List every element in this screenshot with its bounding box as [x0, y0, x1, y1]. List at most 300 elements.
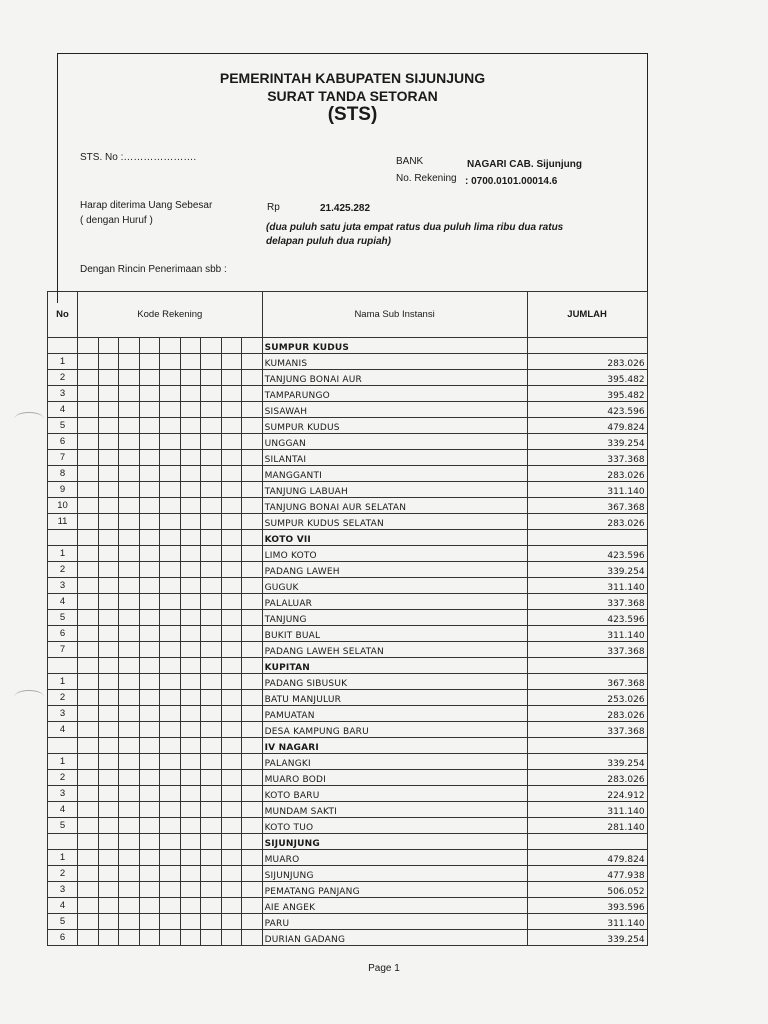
- kode-rekening-cell: [180, 562, 201, 578]
- kode-rekening-cell: [221, 514, 242, 530]
- table-row: [48, 626, 648, 642]
- kode-rekening-cell: [119, 354, 140, 370]
- kode-rekening-cell: [221, 370, 242, 386]
- kode-rekening-cell: [98, 626, 119, 642]
- table-row: [48, 594, 648, 610]
- sub-instansi-name: AIE ANGEK: [262, 898, 527, 914]
- kode-rekening-cell: [201, 690, 222, 706]
- kode-rekening-cell: [242, 418, 263, 434]
- kode-rekening-cell: [98, 386, 119, 402]
- jumlah-value: 311.140: [527, 802, 647, 818]
- kode-rekening-cell: [160, 866, 181, 882]
- kode-rekening-cell: [160, 674, 181, 690]
- kode-rekening-cell: [180, 722, 201, 738]
- row-number: 7: [48, 642, 78, 658]
- jumlah-value: 477.938: [527, 866, 647, 882]
- kode-rekening-cell: [78, 850, 99, 866]
- jumlah-value: 339.254: [527, 562, 647, 578]
- kode-rekening-cell: [160, 514, 181, 530]
- kode-rekening-cell: [201, 642, 222, 658]
- kode-rekening-cell: [201, 626, 222, 642]
- kode-rekening-cell: [98, 770, 119, 786]
- sub-instansi-name: SUMPUR KUDUS: [262, 418, 527, 434]
- kode-rekening-cell: [119, 722, 140, 738]
- kode-rekening-cell: [221, 802, 242, 818]
- amount-value: 21.425.282: [320, 203, 371, 214]
- kode-rekening-cell: [221, 418, 242, 434]
- table-row: [48, 706, 648, 722]
- kode-rekening-cell: [242, 386, 263, 402]
- table-row: [48, 834, 648, 850]
- kode-rekening-cell: [98, 866, 119, 882]
- kode-rekening-cell: [119, 450, 140, 466]
- jumlah-value: 506.052: [527, 882, 647, 898]
- kode-rekening-cell: [242, 882, 263, 898]
- kode-rekening-cell: [180, 898, 201, 914]
- kode-rekening-cell: [242, 722, 263, 738]
- amount-words-line2: delapan puluh dua rupiah): [266, 236, 391, 247]
- kode-rekening-cell: [119, 658, 140, 674]
- kode-rekening-cell: [139, 530, 160, 546]
- kode-rekening-cell: [78, 770, 99, 786]
- kode-rekening-cell: [78, 690, 99, 706]
- kode-rekening-cell: [119, 850, 140, 866]
- sub-instansi-name: TANJUNG: [262, 610, 527, 626]
- kode-rekening-cell: [221, 546, 242, 562]
- kode-rekening-cell: [78, 338, 99, 354]
- kode-rekening-cell: [201, 594, 222, 610]
- kode-rekening-cell: [180, 418, 201, 434]
- col-nama-label: Nama Sub Instansi: [354, 309, 435, 320]
- table-row: [48, 514, 648, 530]
- kode-rekening-cell: [180, 882, 201, 898]
- kode-rekening-cell: [221, 690, 242, 706]
- kode-rekening-cell: [180, 690, 201, 706]
- kode-rekening-cell: [139, 674, 160, 690]
- kode-rekening-cell: [139, 514, 160, 530]
- table-row: [48, 786, 648, 802]
- row-number: 6: [48, 626, 78, 642]
- kode-rekening-cell: [180, 706, 201, 722]
- kode-rekening-cell: [242, 786, 263, 802]
- row-number: 5: [48, 914, 78, 930]
- row-number: 5: [48, 818, 78, 834]
- table-row: [48, 578, 648, 594]
- kode-rekening-cell: [98, 354, 119, 370]
- sub-instansi-name: SISAWAH: [262, 402, 527, 418]
- kode-rekening-cell: [139, 930, 160, 946]
- table-row: [48, 722, 648, 738]
- kode-rekening-cell: [98, 882, 119, 898]
- sub-instansi-name: TANJUNG LABUAH: [262, 482, 527, 498]
- kode-rekening-cell: [98, 754, 119, 770]
- kode-rekening-cell: [98, 818, 119, 834]
- kode-rekening-cell: [221, 658, 242, 674]
- kode-rekening-cell: [78, 482, 99, 498]
- kode-rekening-cell: [119, 626, 140, 642]
- kode-rekening-cell: [139, 546, 160, 562]
- bank-value: NAGARI CAB. Sijunjung: [467, 159, 582, 170]
- kode-rekening-cell: [180, 482, 201, 498]
- kode-rekening-cell: [139, 562, 160, 578]
- row-number: 8: [48, 466, 78, 482]
- kode-rekening-cell: [98, 594, 119, 610]
- row-number: [48, 834, 78, 850]
- kode-rekening-cell: [201, 514, 222, 530]
- kode-rekening-cell: [98, 466, 119, 482]
- sub-instansi-name: TANJUNG BONAI AUR: [262, 370, 527, 386]
- kode-rekening-cell: [98, 578, 119, 594]
- table-row: [48, 866, 648, 882]
- kode-rekening-cell: [201, 338, 222, 354]
- kode-rekening-cell: [160, 882, 181, 898]
- jumlah-value: [527, 658, 647, 674]
- kode-rekening-cell: [139, 482, 160, 498]
- kode-rekening-cell: [78, 498, 99, 514]
- kode-rekening-cell: [139, 850, 160, 866]
- kode-rekening-cell: [201, 738, 222, 754]
- sub-instansi-name: SIJUNJUNG: [262, 866, 527, 882]
- kode-rekening-cell: [201, 914, 222, 930]
- dengan-huruf-label: ( dengan Huruf ): [80, 215, 153, 226]
- kode-rekening-cell: [180, 466, 201, 482]
- kode-rekening-cell: [201, 386, 222, 402]
- kode-rekening-cell: [139, 354, 160, 370]
- kode-rekening-cell: [160, 738, 181, 754]
- kode-rekening-cell: [160, 434, 181, 450]
- kode-rekening-cell: [201, 402, 222, 418]
- kode-rekening-cell: [160, 370, 181, 386]
- kode-rekening-cell: [139, 402, 160, 418]
- kode-rekening-cell: [139, 754, 160, 770]
- kode-rekening-cell: [119, 770, 140, 786]
- kode-rekening-cell: [242, 402, 263, 418]
- sub-instansi-name: PADANG LAWEH SELATAN: [262, 642, 527, 658]
- table-row: [48, 754, 648, 770]
- kode-rekening-cell: [201, 866, 222, 882]
- kode-rekening-cell: [78, 738, 99, 754]
- table-row: [48, 546, 648, 562]
- table-row: [48, 914, 648, 930]
- table-row: [48, 690, 648, 706]
- kode-rekening-cell: [78, 898, 99, 914]
- kode-rekening-cell: [180, 850, 201, 866]
- kode-rekening-cell: [119, 610, 140, 626]
- table-row: [48, 434, 648, 450]
- row-number: 2: [48, 690, 78, 706]
- row-number: 5: [48, 610, 78, 626]
- kode-rekening-cell: [119, 498, 140, 514]
- kode-rekening-cell: [201, 578, 222, 594]
- kode-rekening-cell: [98, 674, 119, 690]
- kode-rekening-cell: [78, 914, 99, 930]
- header-line-3: (STS): [327, 104, 378, 125]
- sub-instansi-name: SUMPUR KUDUS SELATAN: [262, 514, 527, 530]
- jumlah-value: 395.482: [527, 386, 647, 402]
- kode-rekening-cell: [139, 338, 160, 354]
- kode-rekening-cell: [221, 866, 242, 882]
- jumlah-value: [527, 834, 647, 850]
- kode-rekening-cell: [221, 898, 242, 914]
- table-row: [48, 738, 648, 754]
- row-number: [48, 530, 78, 546]
- kode-rekening-cell: [78, 514, 99, 530]
- jumlah-value: 283.026: [527, 466, 647, 482]
- kode-rekening-cell: [119, 578, 140, 594]
- kode-rekening-cell: [78, 578, 99, 594]
- kode-rekening-cell: [201, 930, 222, 946]
- kode-rekening-cell: [119, 834, 140, 850]
- kode-rekening-cell: [139, 610, 160, 626]
- kode-rekening-cell: [119, 818, 140, 834]
- jumlah-value: 423.596: [527, 402, 647, 418]
- kode-rekening-cell: [119, 562, 140, 578]
- table-row: [48, 338, 648, 354]
- row-number: 11: [48, 514, 78, 530]
- sub-instansi-name: KOTO BARU: [262, 786, 527, 802]
- table-row: [48, 818, 648, 834]
- kode-rekening-cell: [98, 914, 119, 930]
- kode-rekening-cell: [160, 706, 181, 722]
- kode-rekening-cell: [119, 690, 140, 706]
- kode-rekening-cell: [139, 594, 160, 610]
- kode-rekening-cell: [201, 706, 222, 722]
- kode-rekening-cell: [98, 802, 119, 818]
- kode-rekening-cell: [139, 370, 160, 386]
- sub-instansi-name: SIJUNJUNG: [262, 834, 527, 850]
- kode-rekening-cell: [242, 674, 263, 690]
- jumlah-value: 283.026: [527, 706, 647, 722]
- table-row: [48, 370, 648, 386]
- row-number: 1: [48, 850, 78, 866]
- table-row: [48, 418, 648, 434]
- kode-rekening-cell: [221, 738, 242, 754]
- kode-rekening-cell: [78, 674, 99, 690]
- table-row: [48, 562, 648, 578]
- kode-rekening-cell: [119, 546, 140, 562]
- col-no-header: No: [48, 292, 78, 338]
- jumlah-value: 393.596: [527, 898, 647, 914]
- kode-rekening-cell: [78, 866, 99, 882]
- kode-rekening-cell: [78, 642, 99, 658]
- row-number: 1: [48, 674, 78, 690]
- table-row: [48, 402, 648, 418]
- kode-rekening-cell: [160, 594, 181, 610]
- kode-rekening-cell: [180, 834, 201, 850]
- kode-rekening-cell: [98, 546, 119, 562]
- kode-rekening-cell: [180, 626, 201, 642]
- sub-instansi-name: MANGGANTI: [262, 466, 527, 482]
- kode-rekening-cell: [119, 418, 140, 434]
- kode-rekening-cell: [221, 450, 242, 466]
- kode-rekening-cell: [242, 482, 263, 498]
- kode-rekening-cell: [221, 338, 242, 354]
- kode-rekening-cell: [201, 498, 222, 514]
- kode-rekening-cell: [180, 338, 201, 354]
- kode-rekening-cell: [242, 370, 263, 386]
- kode-rekening-cell: [242, 802, 263, 818]
- table-row: [48, 386, 648, 402]
- sub-instansi-name: DESA KAMPUNG BARU: [262, 722, 527, 738]
- rincian-label: Dengan Rincin Penerimaan sbb :: [80, 264, 227, 275]
- jumlah-value: [527, 738, 647, 754]
- kode-rekening-cell: [119, 914, 140, 930]
- kode-rekening-cell: [180, 498, 201, 514]
- jumlah-value: 367.368: [527, 498, 647, 514]
- kode-rekening-cell: [221, 754, 242, 770]
- kode-rekening-cell: [180, 530, 201, 546]
- punch-hole-mark: [14, 412, 44, 426]
- row-number: 7: [48, 450, 78, 466]
- kode-rekening-cell: [139, 738, 160, 754]
- kode-rekening-cell: [242, 498, 263, 514]
- kode-rekening-cell: [139, 706, 160, 722]
- kode-rekening-cell: [78, 754, 99, 770]
- jumlah-value: 283.026: [527, 514, 647, 530]
- jumlah-value: 337.368: [527, 450, 647, 466]
- kode-rekening-cell: [160, 530, 181, 546]
- kode-rekening-cell: [201, 754, 222, 770]
- kode-rekening-cell: [139, 802, 160, 818]
- table-row: [48, 770, 648, 786]
- table-row: [48, 898, 648, 914]
- kode-rekening-cell: [180, 642, 201, 658]
- kode-rekening-cell: [98, 338, 119, 354]
- sub-instansi-name: LIMO KOTO: [262, 546, 527, 562]
- col-nama-header: [262, 292, 527, 338]
- rp-label: Rp: [267, 202, 280, 213]
- kode-rekening-cell: [242, 626, 263, 642]
- jumlah-value: 283.026: [527, 770, 647, 786]
- table-row: [48, 930, 648, 946]
- kode-rekening-cell: [78, 418, 99, 434]
- kode-rekening-cell: [201, 834, 222, 850]
- kode-rekening-cell: [221, 562, 242, 578]
- kode-rekening-cell: [221, 930, 242, 946]
- kode-rekening-cell: [160, 818, 181, 834]
- row-number: 4: [48, 402, 78, 418]
- kode-rekening-cell: [201, 770, 222, 786]
- kode-rekening-cell: [242, 594, 263, 610]
- kode-rekening-cell: [242, 738, 263, 754]
- account-label: No. Rekening: [396, 173, 457, 184]
- kode-rekening-cell: [242, 354, 263, 370]
- sub-instansi-name: IV NAGARI: [262, 738, 527, 754]
- kode-rekening-cell: [221, 402, 242, 418]
- kode-rekening-cell: [78, 722, 99, 738]
- col-kode-header: [78, 292, 263, 338]
- kode-rekening-cell: [160, 338, 181, 354]
- kode-rekening-cell: [78, 802, 99, 818]
- kode-rekening-cell: [78, 466, 99, 482]
- kode-rekening-cell: [201, 850, 222, 866]
- kode-rekening-cell: [139, 882, 160, 898]
- kode-rekening-cell: [221, 834, 242, 850]
- jumlah-value: 423.596: [527, 610, 647, 626]
- kode-rekening-cell: [160, 850, 181, 866]
- kode-rekening-cell: [98, 434, 119, 450]
- jumlah-value: 339.254: [527, 930, 647, 946]
- kode-rekening-cell: [180, 738, 201, 754]
- kode-rekening-cell: [221, 578, 242, 594]
- kode-rekening-cell: [78, 610, 99, 626]
- kode-rekening-cell: [160, 610, 181, 626]
- kode-rekening-cell: [201, 722, 222, 738]
- jumlah-value: 337.368: [527, 642, 647, 658]
- sub-instansi-name: GUGUK: [262, 578, 527, 594]
- kode-rekening-cell: [78, 626, 99, 642]
- kode-rekening-cell: [221, 466, 242, 482]
- kode-rekening-cell: [180, 754, 201, 770]
- kode-rekening-cell: [180, 386, 201, 402]
- row-number: 6: [48, 434, 78, 450]
- row-number: [48, 338, 78, 354]
- sub-instansi-name: MUNDAM SAKTI: [262, 802, 527, 818]
- header-line-1: PEMERINTAH KABUPATEN SIJUNJUNG: [219, 70, 486, 86]
- kode-rekening-cell: [98, 514, 119, 530]
- kode-rekening-cell: [180, 818, 201, 834]
- kode-rekening-cell: [160, 754, 181, 770]
- kode-rekening-cell: [98, 498, 119, 514]
- kode-rekening-cell: [119, 434, 140, 450]
- kode-rekening-cell: [119, 754, 140, 770]
- kode-rekening-cell: [242, 834, 263, 850]
- kode-rekening-cell: [119, 930, 140, 946]
- kode-rekening-cell: [242, 338, 263, 354]
- punch-hole-mark: [14, 690, 44, 704]
- kode-rekening-cell: [98, 402, 119, 418]
- jumlah-value: [527, 338, 647, 354]
- sub-instansi-name: SILANTAI: [262, 450, 527, 466]
- kode-rekening-cell: [201, 802, 222, 818]
- jumlah-value: 311.140: [527, 626, 647, 642]
- kode-rekening-cell: [119, 466, 140, 482]
- sub-instansi-name: KOTO TUO: [262, 818, 527, 834]
- kode-rekening-cell: [242, 930, 263, 946]
- kode-rekening-cell: [201, 450, 222, 466]
- row-number: 2: [48, 770, 78, 786]
- kode-rekening-cell: [98, 482, 119, 498]
- kode-rekening-cell: [98, 642, 119, 658]
- kode-rekening-cell: [221, 818, 242, 834]
- jumlah-value: 337.368: [527, 722, 647, 738]
- kode-rekening-cell: [139, 418, 160, 434]
- kode-rekening-cell: [78, 402, 99, 418]
- kode-rekening-cell: [201, 562, 222, 578]
- kode-rekening-cell: [221, 610, 242, 626]
- bank-label: BANK: [396, 156, 424, 167]
- kode-rekening-cell: [180, 354, 201, 370]
- kode-rekening-cell: [119, 786, 140, 802]
- amount-words-line1: (dua puluh satu juta empat ratus dua puluh lima ribu dua ratus: [266, 222, 564, 233]
- sub-instansi-name: BUKIT BUAL: [262, 626, 527, 642]
- table-row: [48, 498, 648, 514]
- kode-rekening-cell: [201, 466, 222, 482]
- kode-rekening-cell: [242, 658, 263, 674]
- kode-rekening-cell: [201, 898, 222, 914]
- kode-rekening-cell: [221, 914, 242, 930]
- kode-rekening-cell: [242, 866, 263, 882]
- kode-rekening-cell: [119, 642, 140, 658]
- kode-rekening-cell: [201, 674, 222, 690]
- sub-instansi-name: PEMATANG PANJANG: [262, 882, 527, 898]
- jumlah-value: 367.368: [527, 674, 647, 690]
- kode-rekening-cell: [139, 578, 160, 594]
- kode-rekening-cell: [242, 754, 263, 770]
- kode-rekening-cell: [180, 402, 201, 418]
- kode-rekening-cell: [160, 402, 181, 418]
- row-number: 1: [48, 754, 78, 770]
